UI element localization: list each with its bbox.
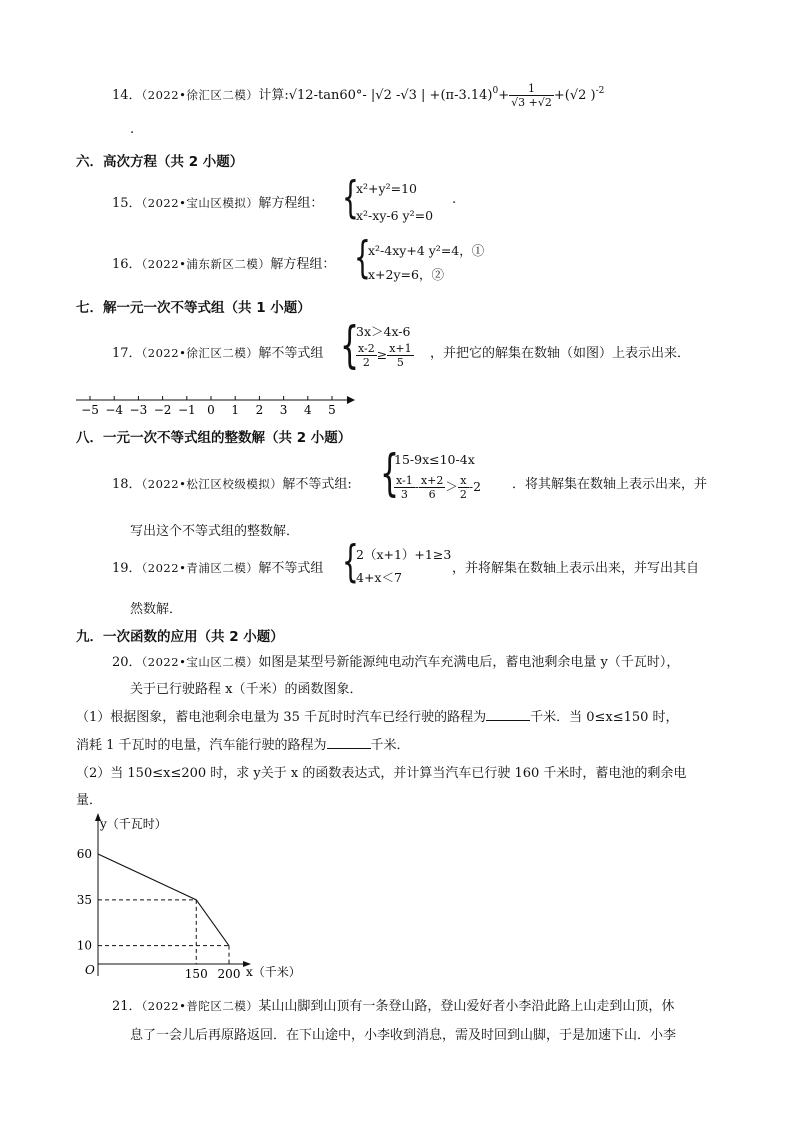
number-line-tick-label: −5 — [81, 403, 99, 417]
q21-source: （2022•普陀区二模） — [141, 999, 259, 1013]
q19-tail: ，并将解集在数轴上表示出来，并写出其自 — [452, 561, 700, 576]
q18-f3-num: x — [458, 474, 469, 488]
q16-eq1: x²-4xy+4 y²=4，① — [368, 243, 485, 258]
q14-line — [112, 82, 604, 109]
x-axis-label: x（千米） — [246, 965, 301, 979]
x-tick-label: 200 — [217, 967, 241, 981]
q19-line2: 然数解． — [130, 602, 183, 617]
q14-prefix: 计算: — [258, 88, 289, 103]
number-line-tick-label: −4 — [105, 403, 124, 417]
q18-number: 18． — [112, 477, 142, 492]
q20-part1-line1 — [76, 706, 679, 725]
section-8-title: 八．一元一次不等式组的整数解（共 2 小题） — [76, 430, 352, 446]
q16-number: 16． — [112, 257, 142, 272]
q15-text: 解方程组： — [258, 196, 324, 211]
q20-p2b: 量． — [76, 793, 103, 808]
q19-eq2: 4+x＜7 — [356, 570, 402, 585]
q18-line2: 写出这个不等式组的整数解． — [130, 524, 300, 539]
q14-fraction — [509, 82, 554, 109]
q15-tail: . — [452, 192, 457, 207]
q14-expr-c: - |√2 -√3 | +(π-3.14) — [362, 88, 493, 103]
q18-f3-den: 2 — [459, 488, 467, 501]
q14-source: （2022•徐汇区二模） — [141, 88, 259, 102]
q18-eq2 — [394, 474, 481, 501]
q14-number: 14． — [112, 88, 142, 103]
q20-blank-1 — [486, 708, 530, 721]
q17-f1-den: 2 — [362, 356, 370, 369]
q16-source: （2022•浦东新区二模） — [141, 257, 271, 271]
q17-tail: ，并把它的解集在数轴（如图）上表示出来． — [430, 346, 691, 361]
number-line-tick-label: 3 — [279, 403, 288, 417]
q16-text: 解方程组： — [270, 257, 336, 272]
q20-p1d: 千米． — [370, 738, 410, 753]
q14-exp0: 0 — [492, 86, 499, 96]
y-tick-label: 10 — [76, 938, 92, 953]
q16-eq2: x+2y=6，② — [368, 267, 444, 282]
number-line-tick-label: 0 — [207, 403, 215, 417]
q18-frac3 — [458, 474, 469, 501]
q18-source: （2022•松江区校级模拟） — [141, 477, 283, 491]
q20-source: （2022•宝山区二模） — [141, 655, 259, 669]
q15-source: （2022•宝山区模拟） — [141, 196, 259, 210]
q18-minus: - — [414, 479, 419, 494]
number-line — [72, 392, 362, 418]
q14-frac-den: √3 +√2 — [511, 96, 552, 109]
number-line-ticks — [81, 396, 336, 417]
q19-source: （2022•青浦区二模） — [141, 561, 259, 575]
q20-line — [112, 651, 679, 670]
q18-f2-num: x+2 — [420, 474, 444, 487]
q20-function-graph — [70, 808, 330, 984]
q17-f2-num: x+1 — [389, 342, 412, 355]
q14-plus: + — [498, 88, 510, 103]
q18-f1-den: 3 — [400, 488, 408, 501]
q15-eq2: x²-xy-6 y²=0 — [356, 208, 434, 223]
q19-eq1: 2（x+1）+1≥3 — [356, 547, 452, 562]
q19-number: 19． — [112, 561, 142, 576]
q20-text2: 关于已行驶路程 x（千米）的函数图象． — [130, 682, 363, 697]
q16-brace: { — [354, 232, 371, 283]
q18-tail-expr: -2 — [468, 479, 482, 494]
q18-frac2 — [419, 474, 445, 501]
q21-number: 21． — [112, 999, 142, 1014]
guide-lines — [98, 900, 229, 964]
number-line-tick-label: 4 — [303, 403, 312, 417]
q14-expneg2: -2 — [595, 86, 605, 96]
q17-frac1 — [356, 342, 377, 369]
number-line-tick-label: −3 — [129, 403, 148, 417]
q17-text: 解不等式组 — [258, 346, 324, 361]
q20-part1-line2 — [76, 734, 410, 753]
q14-expr-d: +(√2 ) — [553, 88, 596, 103]
q18-f1-num: x-1 — [396, 474, 413, 487]
q18-eq1: 15-9x≤10-4x — [394, 452, 475, 467]
q17-frac2 — [387, 342, 413, 369]
section-6-title: 六．高次方程（共 2 小题） — [76, 154, 244, 170]
q21-text1: 某山山脚到山顶有一条登山路，登山爱好者小李沿此路上山走到山顶，休 — [258, 999, 675, 1014]
q14-expr-b: -tan60° — [313, 88, 363, 103]
section-7-title: 七．解一元一次不等式组（共 1 小题） — [76, 300, 311, 316]
number-line-tick-label: 2 — [255, 403, 264, 417]
q18-rel: ＞ — [445, 479, 458, 494]
q18-tail: ．将其解集在数轴上表示出来，并 — [512, 477, 708, 492]
q21-text2: 息了一会儿后再原路返回．在下山途中，小李收到消息，需及时回到山脚，于是加速下山．小李 — [130, 1028, 677, 1043]
origin-label: O — [85, 963, 95, 977]
q20-p1c: 消耗 1 千瓦时的电量，汽车能行驶的路程为 — [76, 738, 327, 753]
q17-brace: { — [340, 316, 360, 374]
q17-eq2 — [356, 342, 414, 369]
q20-blank-2 — [327, 736, 371, 749]
q18-line — [112, 473, 352, 492]
y-tick-label: 35 — [76, 892, 92, 907]
q17-f1-num: x-2 — [358, 342, 375, 355]
q20-text1: 如图是某型号新能源纯电动汽车充满电后，蓄电池剩余电量 y（千瓦时）， — [258, 655, 680, 670]
x-tick-label: 150 — [184, 967, 208, 981]
q16-line — [112, 253, 335, 272]
q15-number: 15． — [112, 196, 142, 211]
q19-text: 解不等式组 — [258, 561, 324, 576]
q17-eq1: 3x＞4x-6 — [356, 324, 411, 339]
number-line-arrow — [347, 396, 355, 404]
q20-number: 20． — [112, 655, 142, 670]
number-line-tick-label: −2 — [153, 403, 172, 417]
q21-line — [112, 995, 674, 1014]
number-line-tick-label: −1 — [177, 403, 196, 417]
q15-brace: { — [342, 172, 359, 223]
q18-frac1 — [394, 474, 415, 501]
q14-frac-num: 1 — [509, 82, 554, 96]
q14-tail: . — [130, 122, 135, 137]
q18-brace: { — [380, 444, 400, 502]
q17-f2-den: 5 — [396, 356, 404, 369]
q17-line — [112, 342, 323, 361]
q15-line — [112, 192, 323, 211]
q18-text: 解不等式组: — [282, 477, 352, 492]
y-tick-label: 60 — [76, 847, 92, 861]
q20-p1a: （1）根据图象，蓄电池剩余电量为 35 千瓦时时汽车已经行驶的路程为 — [76, 710, 487, 725]
q18-f2-den: 6 — [428, 488, 436, 501]
q20-p1b: 千米．当 0≤x≤150 时， — [530, 710, 679, 725]
tick-labels — [77, 847, 241, 981]
q20-p2a: （2）当 150≤x≤200 时，求 y关于 x 的函数表达式，并计算当汽车已行驶 160 千米时，蓄电池的剩余电 — [76, 766, 687, 781]
number-line-tick-label: 1 — [231, 403, 240, 417]
y-axis-label: y（千瓦时） — [100, 817, 167, 831]
q19-line — [112, 557, 323, 576]
number-line-tick-label: 5 — [328, 403, 336, 417]
q17-source: （2022•徐汇区二模） — [141, 346, 259, 360]
q19-brace: { — [342, 536, 359, 587]
q17-number: 17． — [112, 346, 142, 361]
q17-rel: ≥ — [376, 347, 388, 362]
q14-expr-a: √12 — [288, 88, 314, 103]
q15-eq1: x²+y²=10 — [356, 181, 417, 196]
section-9-title: 九．一次函数的应用（共 2 小题） — [76, 629, 284, 645]
